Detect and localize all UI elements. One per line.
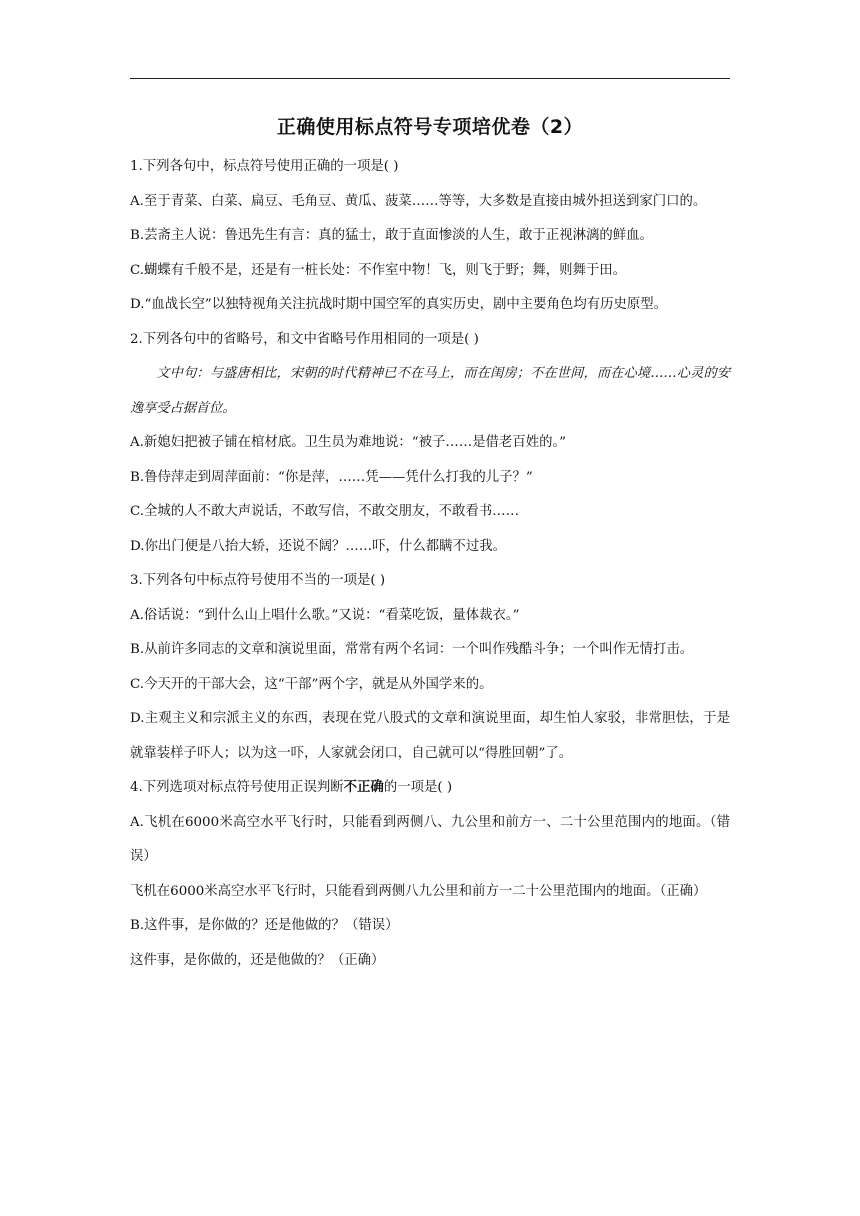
question-1: 1.下列各句中，标点符号使用正确的一项是( ) bbox=[130, 159, 399, 174]
question-3-option-b: B.从前许多同志的文章和演说里面，常常有两个名词：一个叫作残酷斗争；一个叫作无情打击。 bbox=[130, 642, 694, 657]
question-3-option-d: D.主观主义和宗派主义的东西，表现在党八股式的文章和演说里面，却生怕人家驳，非常胆怯，于是就靠装样子吓人；以为这一吓，人家就会闭口，自己就可以“得胜回朝”了。 bbox=[130, 711, 730, 761]
question-2: 2.下列各句中的省略号，和文中省略号作用相同的一项是( ) bbox=[130, 331, 479, 347]
question-2-option-c: C.全城的人不敢大声说话，不敢写信，不敢交朋友，不敢看书…… bbox=[130, 504, 519, 519]
question-4-prefix: 4.下列选项对标点符号使用正误判断 bbox=[130, 780, 344, 795]
question-2-option-d: D.你出门便是八抬大轿，还说不阔？……吓，什么都瞒不过我。 bbox=[130, 538, 507, 554]
question-4-emphasis: 不正确 bbox=[343, 780, 384, 795]
question-4-option-a-correction: 飞机在6000米高空水平飞行时，只能看到两侧八九公里和前方一二十公里范围内的地面。（正确） bbox=[130, 883, 707, 899]
question-2-option-b: B.鲁侍萍走到周萍面前：“你是萍，……凭——凭什么打我的儿子？” bbox=[130, 469, 533, 485]
question-3-option-c: C.今天开的干部大会，这“干部”两个字，就是从外国学来的。 bbox=[130, 676, 493, 692]
question-1-option-b: B.芸斋主人说：鲁迅先生有言：真的猛士，敢于直面惨淡的人生，敢于正视淋漓的鲜血。 bbox=[130, 228, 653, 243]
question-3-option-a: A.俗话说：“到什么山上唱什么歌。”又说：“看菜吃饭，量体裁衣。” bbox=[130, 607, 520, 623]
page-title: 正确使用标点符号专项培优卷（2） bbox=[276, 116, 584, 138]
question-3: 3.下列各句中标点符号使用不当的一项是( ) bbox=[130, 573, 386, 588]
question-2-quote: 文中句：与盛唐相比，宋朝的时代精神已不在马上，而在闺房；不在世间，而在心境……心灵的安逸享受占据首位。 bbox=[130, 366, 730, 416]
document-body bbox=[130, 150, 730, 978]
question-4-option-b-correction: 这件事，是你做的，还是他做的？（正确） bbox=[130, 952, 385, 968]
question-4-option-a: A.飞机在6000米高空水平飞行时，只能看到两侧八、九公里和前方一、二十公里范围内的地面。（错误） bbox=[130, 814, 730, 864]
question-1-option-c: C.蝴蝶有千般不是，还是有一桩长处：不作室中物！飞，则飞于野；舞，则舞于田。 bbox=[130, 262, 627, 278]
question-1-option-d: D.“血战长空”以独特视角关注抗战时期中国空军的真实历史，剧中主要角色均有历史原型。 bbox=[130, 297, 668, 312]
question-1-option-a: A.至于青菜、白菜、扁豆、毛角豆、黄瓜、菠菜……等等，大多数是直接由城外担送到家门口的。 bbox=[130, 193, 707, 209]
question-2-option-a: A.新媳妇把被子铺在棺材底。卫生员为难地说：“被子……是借老百姓的。” bbox=[130, 435, 567, 450]
question-4 bbox=[130, 771, 730, 806]
question-4-suffix: 的一项是( ) bbox=[383, 780, 453, 795]
question-4-option-b: B.这件事，是你做的？还是他做的？（错误） bbox=[130, 918, 399, 933]
header-rule bbox=[130, 78, 730, 79]
